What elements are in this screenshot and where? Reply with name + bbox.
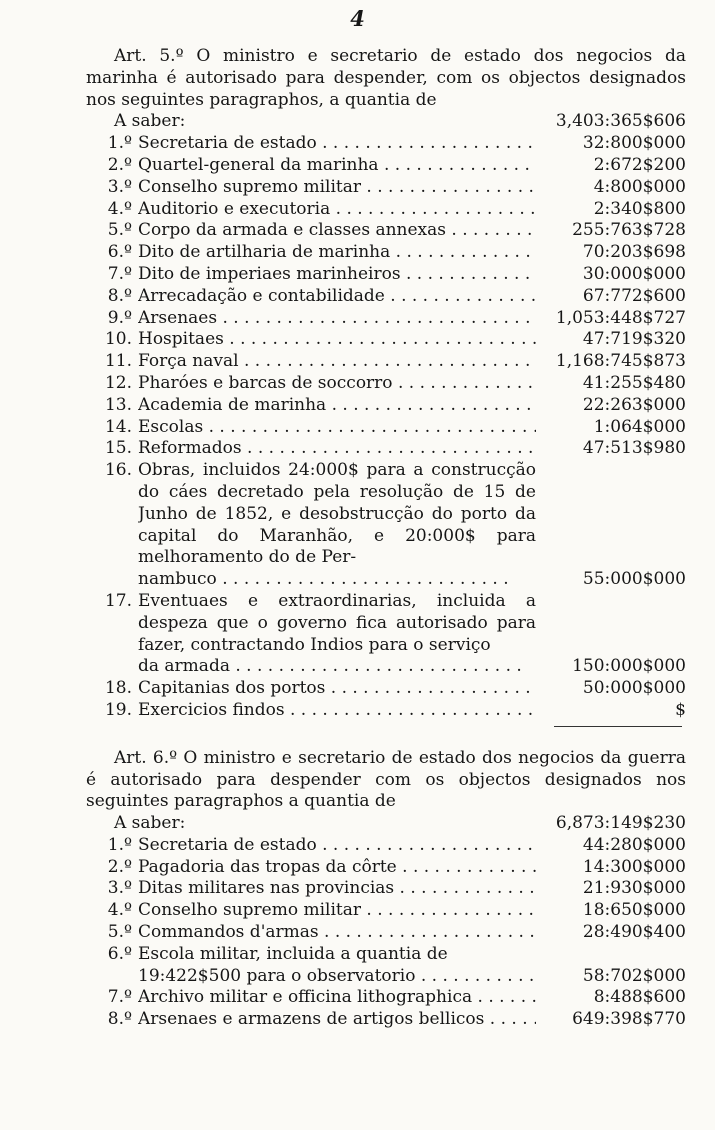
article-5-body: O ministro e secretario de estado dos negocios da marinha é autorisado para despender, com os objectos designados nos seguintes paragraphos, a quantia de — [86, 46, 687, 110]
item-label: Secretaria de estado . . . — [138, 835, 536, 857]
item-number: 3.º — [107, 878, 132, 899]
item-number: 14. — [104, 416, 132, 437]
item-label: Quartel-general da marinha . . . — [138, 155, 536, 177]
item-number: 9.º — [107, 307, 132, 328]
item-number: 8.º — [107, 285, 132, 306]
item-amount: 255:763$728 — [572, 220, 686, 241]
item-amount: 21:930$000 — [582, 878, 686, 899]
item-amount: 55:000$000 — [582, 569, 686, 590]
item-label-last: 19:422$500 para o observatorio . . . — [138, 966, 536, 988]
list-item — [86, 591, 686, 678]
item-label: Ditas militares nas provincias . . . — [138, 878, 536, 900]
item-label: Auditorio e executoria . . . — [138, 199, 536, 221]
item-amount: 44:280$000 — [582, 834, 686, 855]
item-label: Archivo militar e officina lithographica . . . — [138, 987, 536, 1009]
list-item — [86, 857, 686, 879]
article-5 — [86, 46, 686, 722]
article-5-text — [86, 46, 686, 111]
item-amount: 70:203$698 — [582, 242, 686, 263]
item-number: 2.º — [107, 856, 132, 877]
list-item — [86, 944, 686, 988]
page-number: 4 — [350, 6, 365, 31]
list-item — [86, 177, 686, 199]
item-amount: 2:340$800 — [593, 198, 686, 219]
item-label: Conselho supremo militar . . . — [138, 177, 536, 199]
item-amount: 1,053:448$727 — [555, 307, 686, 328]
item-amount: 22:263$000 — [582, 394, 686, 415]
list-item — [86, 987, 686, 1009]
item-number: 6.º — [107, 943, 132, 964]
list-item — [86, 199, 686, 221]
item-number: 15. — [104, 438, 132, 459]
article-6-heading: Art. 6.º — [114, 747, 178, 768]
item-number: 2.º — [107, 154, 132, 175]
article-5-total: 3,403:365$606 — [555, 111, 686, 132]
item-label: Hospitaes . . . — [138, 329, 536, 351]
item-number: 3.º — [107, 176, 132, 197]
item-number: 7.º — [107, 263, 132, 284]
item-label: Corpo da armada e classes annexas . . . — [138, 220, 536, 242]
item-label: Pharóes e barcas de soccorro . . . — [138, 373, 536, 395]
item-label: Arsenaes e armazens de artigos bellicos . . . — [138, 1009, 536, 1031]
item-label: Conselho supremo militar . . . — [138, 900, 536, 922]
list-item — [86, 242, 686, 264]
item-label: Escola militar, incluida a quantia de — [138, 943, 448, 964]
item-label: Arrecadação e contabilidade . . . — [138, 286, 536, 308]
item-amount: 67:772$600 — [582, 285, 686, 306]
article-5-heading: Art. 5.º — [114, 46, 184, 66]
item-amount: 14:300$000 — [582, 856, 686, 877]
item-label-last: nambuco . . . — [138, 569, 536, 591]
item-number: 6.º — [107, 242, 132, 263]
item-amount: 47:719$320 — [582, 329, 686, 350]
item-number: 8.º — [107, 1009, 132, 1030]
list-item — [86, 700, 686, 722]
item-number: 4.º — [107, 900, 132, 921]
item-label: Força naval . . . — [138, 351, 536, 373]
article-6-text — [86, 748, 686, 813]
item-amount: 41:255$480 — [582, 372, 686, 393]
document-body — [86, 46, 686, 1031]
item-amount: 1,168:745$873 — [555, 351, 686, 372]
item-amount: 47:513$980 — [582, 438, 686, 459]
item-number: 13. — [104, 394, 132, 415]
item-number: 18. — [104, 678, 132, 699]
item-amount: 18:650$000 — [582, 900, 686, 921]
list-item — [86, 329, 686, 351]
list-item — [86, 900, 686, 922]
item-label: Capitanias dos portos . . . — [138, 678, 536, 700]
article-5-saber: A saber: — [114, 111, 186, 132]
item-number: 5.º — [107, 922, 132, 943]
item-number: 17. — [104, 590, 132, 611]
list-item — [86, 438, 686, 460]
article-6-saber: A saber: — [114, 813, 186, 834]
list-item — [86, 678, 686, 700]
item-amount: 30:000$000 — [582, 263, 686, 284]
item-number: 12. — [104, 372, 132, 393]
list-item — [86, 922, 686, 944]
item-amount: 8:488$600 — [593, 987, 686, 1008]
article-6-items — [86, 835, 686, 1031]
article-5-total-row — [86, 111, 686, 133]
item-label: Exercicios findos . . . — [138, 700, 536, 722]
item-label: Obras, incluidos 24:000$ para a construcção do cáes decretado pela resolução de 15 de Junho de 1852, e desobstrucção do porto da capital do Maranhão, e 20:000$ para melhoramento do de Per- — [138, 460, 536, 568]
list-item — [86, 460, 686, 591]
item-amount: 2:672$200 — [593, 154, 686, 175]
item-amount: 150:000$000 — [572, 656, 686, 677]
list-item — [86, 286, 686, 308]
item-amount: 649:398$770 — [572, 1009, 686, 1030]
list-item — [86, 1009, 686, 1031]
article-6-total: 6,873:149$230 — [555, 813, 686, 834]
item-label: Dito de artilharia de marinha . . . — [138, 242, 536, 264]
item-label: Secretaria de estado . . . — [138, 133, 536, 155]
item-amount: 4:800$000 — [593, 176, 686, 197]
section-divider — [86, 722, 686, 748]
item-amount: 58:702$000 — [582, 965, 686, 986]
item-label: Pagadoria das tropas da côrte . . . — [138, 857, 536, 879]
item-number: 10. — [104, 329, 132, 350]
item-amount: $ — [675, 699, 686, 720]
list-item — [86, 308, 686, 330]
item-label: Commandos d'armas . . . — [138, 922, 536, 944]
item-label: Dito de imperiaes marinheiros . . . — [138, 264, 536, 286]
item-label: Eventuaes e extraordinarias, incluida a despeza que o governo fica autorisado para fazer, contractando Indios para o serviço — [138, 590, 536, 655]
list-item — [86, 133, 686, 155]
article-6-total-row — [86, 813, 686, 835]
item-number: 19. — [104, 699, 132, 720]
total-rule — [554, 726, 682, 727]
list-item — [86, 220, 686, 242]
item-amount: 32:800$000 — [582, 133, 686, 154]
list-item — [86, 835, 686, 857]
article-6 — [86, 748, 686, 1031]
list-item — [86, 395, 686, 417]
item-number: 5.º — [107, 220, 132, 241]
list-item — [86, 351, 686, 373]
item-amount: 28:490$400 — [582, 922, 686, 943]
list-item — [86, 417, 686, 439]
article-5-items — [86, 133, 686, 722]
list-item — [86, 878, 686, 900]
item-number: 7.º — [107, 987, 132, 1008]
item-label: Arsenaes . . . — [138, 308, 536, 330]
item-label-last: da armada . . . — [138, 656, 536, 678]
list-item — [86, 264, 686, 286]
item-amount: 1:064$000 — [593, 416, 686, 437]
list-item — [86, 155, 686, 177]
item-number: 16. — [104, 460, 132, 481]
item-label: Academia de marinha . . . — [138, 395, 536, 417]
item-number: 1.º — [107, 133, 132, 154]
list-item — [86, 373, 686, 395]
item-label: Escolas . . . — [138, 417, 536, 439]
article-6-body: O ministro e secretario de estado dos negocios da guerra é autorisado para despender com os objectos designados nos seguintes paragraphos a quantia de — [86, 747, 687, 812]
item-number: 11. — [104, 351, 132, 372]
item-number: 1.º — [107, 834, 132, 855]
item-number: 4.º — [107, 198, 132, 219]
item-label: Reformados . . . — [138, 438, 536, 460]
item-amount: 50:000$000 — [582, 678, 686, 699]
